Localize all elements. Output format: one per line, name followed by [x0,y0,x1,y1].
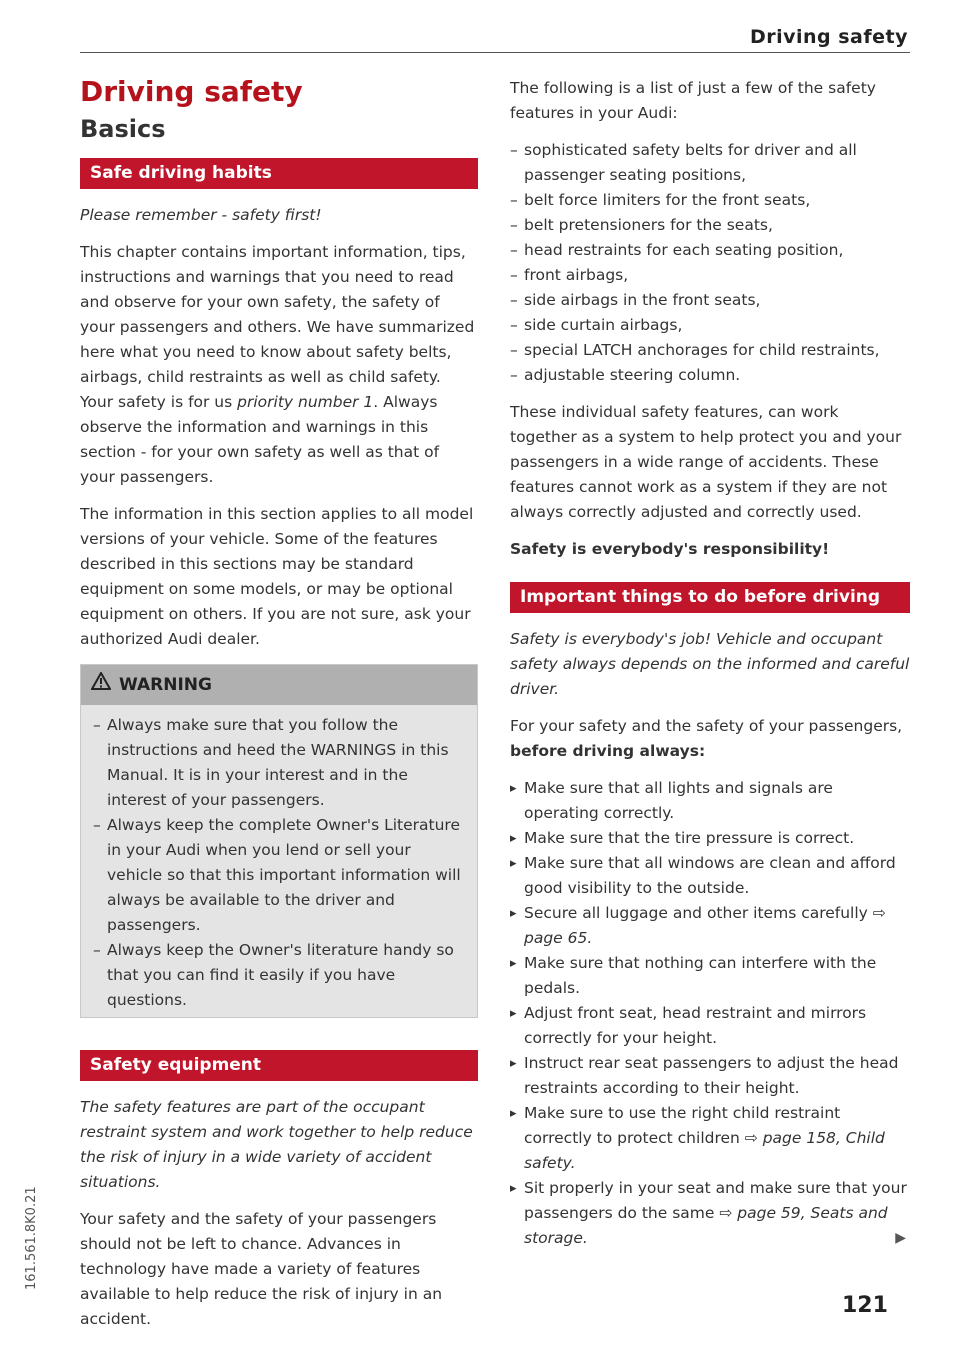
feature-item: – adjustable steering column. [510,363,910,388]
text-run: For your safety and the safety of your passengers, [510,717,903,735]
section-header-safe-driving-habits: Safe driving habits [80,158,478,189]
document-code: 161.561.8K0.21 [24,1186,39,1290]
chapter-title: Driving safety [80,75,303,108]
warning-item: – Always keep the complete Owner's Literature in your Audi when you lend or sell your vehicle so that this important information will always be available to the driver and passengers. [93,813,465,938]
intro-safe-driving: Please remember - safety first! [80,206,322,224]
section-title: Basics [80,115,166,143]
feature-item: – head restraints for each seating position, [510,238,910,263]
step-item [510,1001,910,1051]
step-text: Instruct rear seat passengers to adjust the head restraints according to their height. [524,1054,899,1097]
section-header-safety-equipment: Safety equipment [80,1050,478,1081]
text-run: This chapter contains important information, tips, instructions and warnings that you need to read and observe for your own safety, the safety of your passengers and others. We have summarized here what you need to know about safety belts, airbags, child restraints as well as child safety. Your safety is for us [80,243,475,411]
warning-list [81,705,477,1017]
step-item [510,901,910,951]
feature-item: – front airbags, [510,263,910,288]
feature-item: – belt force limiters for the front seats, [510,188,910,213]
warning-box [80,664,478,1018]
paragraph-feature-intro: The following is a list of just a few of the safety features in your Audi: [510,79,876,122]
paragraph-chapter-info [80,240,478,490]
page-number: 121 [842,1293,888,1318]
step-text: Secure all luggage and other items carefully [524,904,873,922]
paragraph-work-together: These individual safety features, can work together as a system to help protect you and your passengers in a wide range of accidents. These features cannot work as a system if they are not always correctly adjusted and correctly used. [510,403,902,521]
safety-features-list [510,138,910,388]
emphasis-text: priority number 1 [237,393,374,411]
right-column [510,76,910,1251]
paragraph-model-versions: The information in this section applies to all model versions of your vehicle. Some of the features described in this sections may be standard equipment on some models, or may be optional equipment on others. If you are not sure, ask your authorized Audi dealer. [80,505,474,648]
step-item [510,951,910,1001]
feature-item: – belt pretensioners for the seats, [510,213,910,238]
warning-triangle-icon [91,665,111,705]
running-header: Driving safety [749,26,908,48]
paragraph-before-driving [510,714,910,764]
header-divider [80,52,910,53]
intro-before-driving: Safety is everybody's job! Vehicle and occupant safety always depends on the informed and careful driver. [510,630,910,698]
step-item [510,776,910,826]
step-text: Make sure that all windows are clean and afford good visibility to the outside. [524,854,896,897]
step-item [510,1051,910,1101]
responsibility-heading: Safety is everybody's responsibility! [510,540,830,558]
before-driving-steps [510,776,910,1251]
step-text: Adjust front seat, head restraint and mirrors correctly for your height. [524,1004,867,1047]
feature-item: – special LATCH anchorages for child restraints, [510,338,910,363]
step-item [510,851,910,901]
continued-arrow-icon: ▶ [895,1230,906,1246]
step-text: Make sure that all lights and signals are operating correctly. [524,779,833,822]
step-item [510,1101,910,1176]
step-text: Make sure that nothing can interfere with the pedals. [524,954,877,997]
step-text: Make sure to use the right child restraint correctly to protect children [524,1104,841,1147]
feature-item: – side airbags in the front seats, [510,288,910,313]
feature-item: – side curtain airbags, [510,313,910,338]
warning-header [81,665,477,705]
paragraph-safety-chance: Your safety and the safety of your passengers should not be left to chance. Advances in technology have made a variety of features available to help reduce the risk of injury in an accident. [80,1210,443,1328]
intro-safety-equipment: The safety features are part of the occupant restraint system and work together to help reduce the risk of injury in a wide variety of accident situations. [80,1098,473,1191]
warning-item: – Always keep the Owner's literature handy so that you can find it easily if you have questions. [93,938,465,1013]
step-text: Make sure that the tire pressure is correct. [524,829,855,847]
left-column [80,74,478,1344]
text-run: . Always observe the information and warnings in this section - for your own safety as well as that of your passengers. [80,393,440,486]
page-reference-link[interactable]: ⇨ page 59, Seats and storage. [524,1204,888,1247]
bold-text: before driving always: [510,742,706,760]
warning-item: – Always make sure that you follow the instructions and heed the WARNINGS in this Manual. It is in your interest and in the interest of your passengers. [93,713,465,813]
warning-title: WARNING [119,675,212,695]
feature-item: – sophisticated safety belts for driver and all passenger seating positions, [510,138,910,188]
step-item [510,1176,910,1251]
step-text: Sit properly in your seat and make sure that your passengers do the same [524,1179,907,1222]
page-reference-link[interactable]: ⇨ page 65. [524,904,886,947]
section-header-before-driving: Important things to do before driving [510,582,910,613]
page-reference-link[interactable]: ⇨ page 158, Child safety. [524,1129,885,1172]
step-item [510,826,910,851]
